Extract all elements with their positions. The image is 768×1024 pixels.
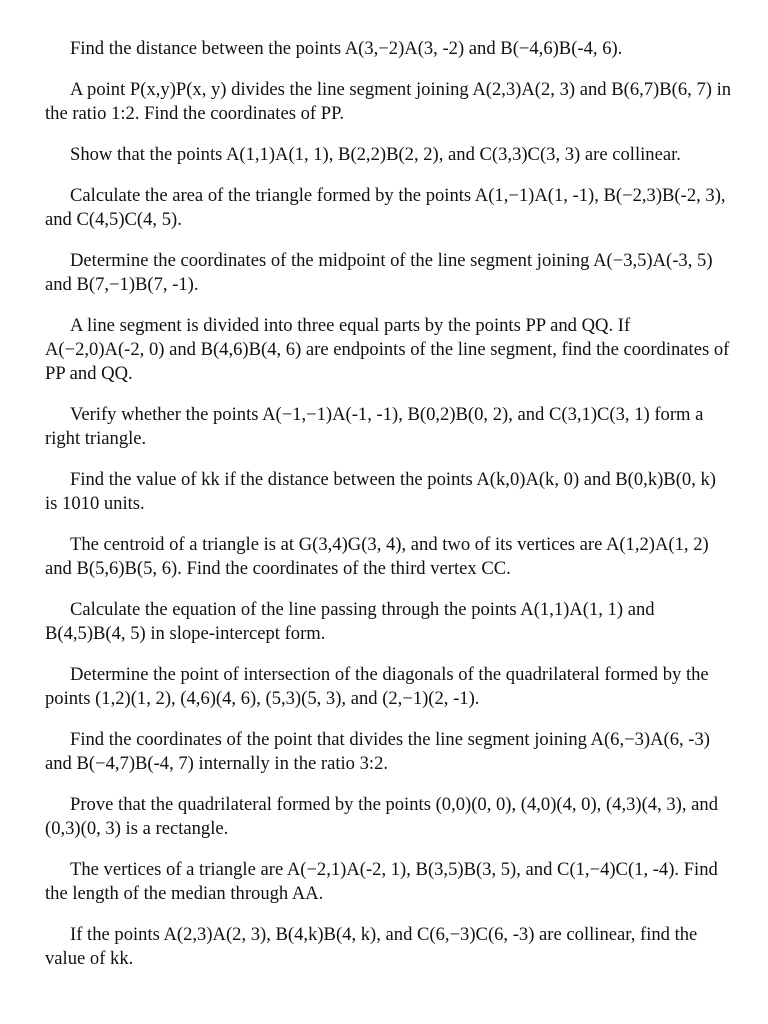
question-13: Prove that the quadrilateral formed by the points (0,0)(0, 0), (4,0)(4, 0), (4,3)(4, 3), and (0,3)(0, 3) is a rectangle. — [45, 794, 719, 839]
question-2: A point P(x,y)P(x, y) divides the line segment joining A(2,3)A(2, 3) and B(6,7)B(6, 7) in the ratio 1:2. Find the coordinates of PP. — [45, 79, 732, 124]
question-1: Find the distance between the points A(3,−2)A(3, -2) and B(−4,6)B(-4, 6). — [70, 38, 623, 59]
question-4: Calculate the area of the triangle formed by the points A(1,−1)A(1, -1), B(−2,3)B(-2, 3), and C(4,5)C(4, 5). — [45, 185, 726, 230]
question-8: Find the value of kk if the distance between the points A(k,0)A(k, 0) and B(0,k)B(0, k) is 1010 units. — [45, 469, 716, 514]
question-5: Determine the coordinates of the midpoint of the line segment joining A(−3,5)A(-3, 5) and B(7,−1)B(7, -1). — [45, 250, 713, 295]
question-12: Find the coordinates of the point that divides the line segment joining A(6,−3)A(6, -3) and B(−4,7)B(-4, 7) internally in the ratio 3:2. — [45, 729, 710, 774]
question-11: Determine the point of intersection of the diagonals of the quadrilateral formed by the points (1,2)(1, 2), (4,6)(4, 6), (5,3)(5, 3), and (2,−1)(2, -1). — [45, 664, 709, 709]
question-10: Calculate the equation of the line passing through the points A(1,1)A(1, 1) and B(4,5)B(4, 5) in slope-intercept form. — [45, 599, 655, 644]
question-3: Show that the points A(1,1)A(1, 1), B(2,2)B(2, 2), and C(3,3)C(3, 3) are collinear. — [70, 144, 681, 165]
question-14: The vertices of a triangle are A(−2,1)A(-2, 1), B(3,5)B(3, 5), and C(1,−4)C(1, -4). Find the length of the median through AA. — [45, 859, 718, 904]
question-15: If the points A(2,3)A(2, 3), B(4,k)B(4, k), and C(6,−3)C(6, -3) are collinear, find the value of kk. — [45, 924, 698, 969]
question-6: A line segment is divided into three equal parts by the points PP and QQ. If A(−2,0)A(-2, 0) and B(4,6)B(4, 6) are endpoints of the line segment, find the coordinates of PP and QQ. — [45, 315, 730, 384]
question-9: The centroid of a triangle is at G(3,4)G(3, 4), and two of its vertices are A(1,2)A(1, 2) and B(5,6)B(5, 6). Find the coordinates of the third vertex CC. — [45, 534, 709, 579]
question-7: Verify whether the points A(−1,−1)A(-1, -1), B(0,2)B(0, 2), and C(3,1)C(3, 1) form a right triangle. — [45, 404, 704, 449]
